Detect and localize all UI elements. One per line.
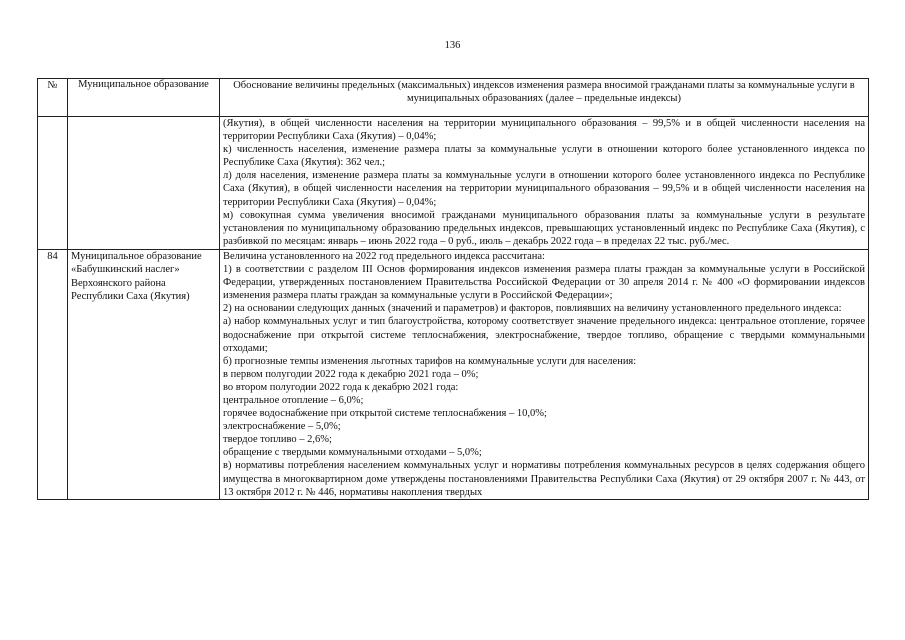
paragraph: в первом полугодии 2022 года к декабрю 2021 года – 0%; [223,368,479,380]
paragraph: твердое топливо – 2,6%; [223,434,332,446]
table-header-row [38,79,869,117]
header-number: № [38,79,68,117]
paragraph: м) совокупная сумма увеличения вносимой гражданами муниципального образования платы за коммунальные услуги в результате установления по муниципальному образованию предельных индексов, превышающих установленный индекс по Республике Саха (Якутия), с разбивкой по месяцам: январь – июнь 2022 года – 0 руб., июль – декабрь 2022 года – в пределах 22 тыс. руб./мес. [223,209,865,247]
paragraph: 1) в соответствии с разделом III Основ формирования индексов изменения размера платы граждан за коммунальные услуги в Российской Федерации, утвержденных постановлением Правительства Российской Федерации от 30 апреля 2014 г. № 400 «О формировании индексов изменения размера платы граждан за коммунальные услуги в Российской Федерации»; [223,264,865,302]
paragraph: электроснабжение – 5,0%; [223,421,341,433]
indices-table [37,78,869,500]
justification-cell [220,117,869,250]
paragraph: 2) на основании следующих данных (значений и параметров) и факторов, повлиявших на величину установленного предельного индекса: [223,303,842,315]
paragraph: а) набор коммунальных услуг и тип благоустройства, которому соответствует значение предельного индекса: центральное отопление, горячее водоснабжение при открытой системе теплоснабжения, электроснабжение, твердое топливо, обращение с твердыми коммунальными отходами; [223,316,865,354]
municipality-cell [68,117,220,250]
table-row-continued [38,117,869,250]
justification-cell [220,249,869,499]
municipality-cell: Муниципальное образование «Бабушкинский наслег» Верхоянского района Республики Саха (Якутия) [68,249,220,499]
paragraph: горячее водоснабжение при открытой системе теплоснабжения – 10,0%; [223,408,547,420]
paragraph: в) нормативы потребления населением коммунальных услуг и нормативы потребления коммунальных ресурсов в целях содержания общего имущества в многоквартирном доме утверждены постановлениями Правительства Республики Саха (Якутия) от 29 октября 2007 г. № 443, от 13 октября 2012 г. № 446, нормативы накопления твердых [223,460,865,498]
page-number: 136 [444,40,461,51]
paragraph: центральное отопление – 6,0%; [223,394,364,406]
paragraph: во втором полугодии 2022 года к декабрю 2021 года: [223,381,459,393]
paragraph: (Якутия), в общей численности населения на территории муниципального образования – 99,5% и в общей численности населения на территории Республики Саха (Якутия) – 0,04%; [223,118,865,143]
row-number-cell [38,117,68,250]
paragraph: б) прогнозные темпы изменения льготных тарифов на коммунальные услуги для населения: [223,355,637,367]
paragraph: л) доля населения, изменение размера платы за коммунальные услуги в отношении которого более установленного индекса по Республике Саха (Якутия), в общей численности населения на территории муниципального образования – 99,5% и в общей численности населения на территории Республики Саха (Якутия) – 0,04%; [223,170,865,208]
paragraph: к) численность населения, изменение размера платы за коммунальные услуги в отношении которого более установленного индекса по Республике Саха (Якутия): 362 чел.; [223,144,865,169]
paragraph: Величина установленного на 2022 год предельного индекса рассчитана: [223,250,545,262]
paragraph: обращение с твердыми коммунальными отходами – 5,0%; [223,447,482,459]
header-municipality: Муниципальное образование [68,79,220,117]
header-justification: Обоснование величины предельных (максимальных) индексов изменения размера вносимой гражданами платы за коммунальные услуги в муниципальных образованиях (далее – предельные индексы) [220,79,869,117]
table-row-84 [38,249,869,499]
row-number-cell: 84 [38,249,68,499]
